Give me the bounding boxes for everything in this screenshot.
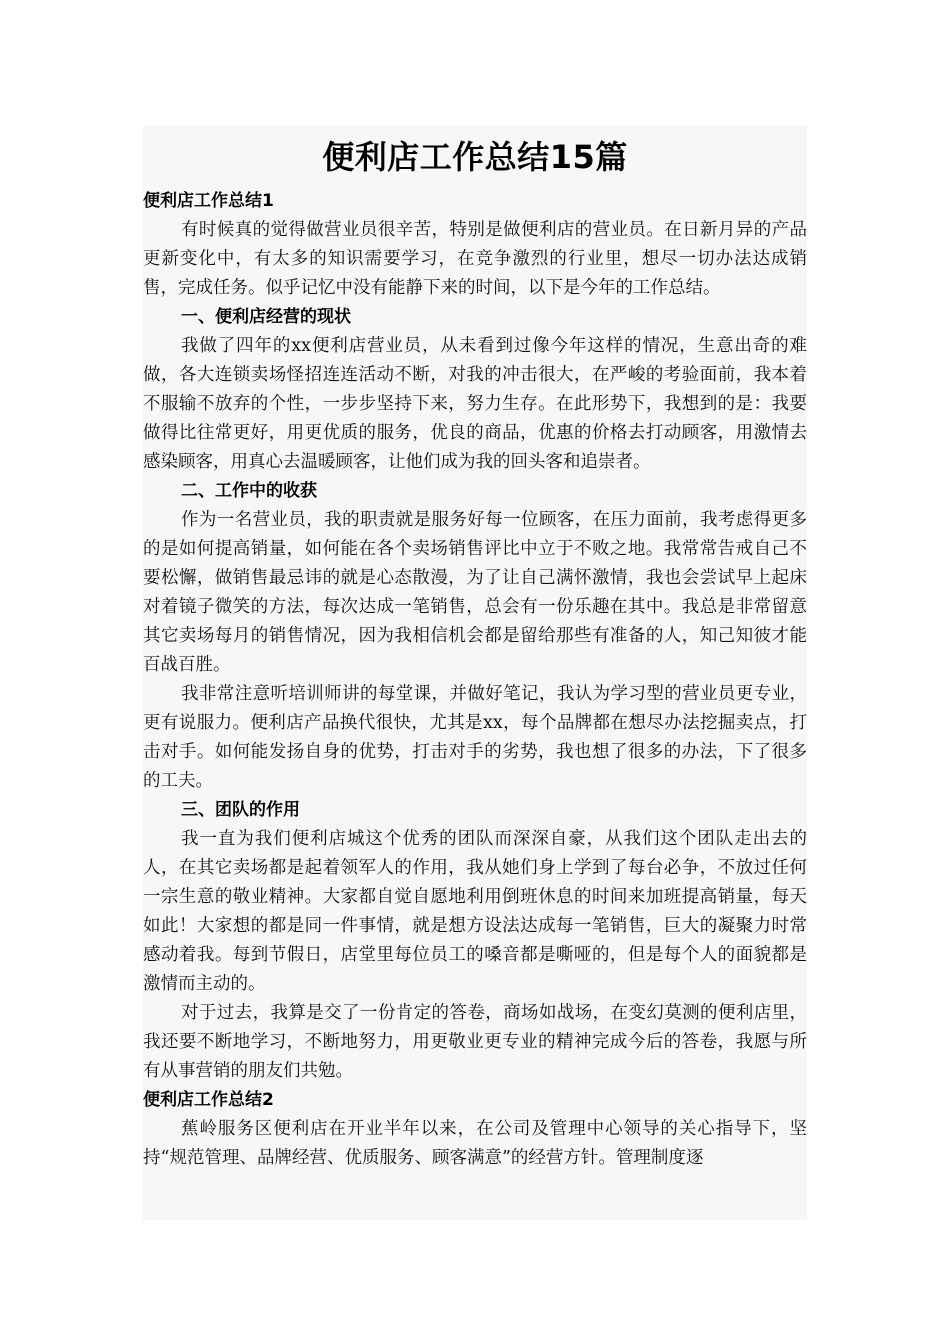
document-title: 便利店工作总结15篇 <box>322 138 628 176</box>
paragraph: 我一直为我们便利店城这个优秀的团队而深深自豪，从我们这个团队走出去的人，在其它卖场都是起着领军人的作用，我从她们身上学到了每台必争，不放过任何一宗生意的敬业精神。大家都自觉自愿地利用倒班休息的时间来加班提高销量，每天如此！大家想的都是同一件事情，就是想方设法达成每一笔销售，巨大的凝聚力时常感动着我。每到节假日，店堂里每位员工的嗓音都是嘶哑的，但是每个人的面貌都是激情而主动的。 <box>143 829 807 994</box>
subsection-heading: 一、便利店经营的现状 <box>181 307 351 327</box>
document-page <box>143 125 807 1220</box>
document-body <box>143 187 807 1173</box>
section-heading: 便利店工作总结1 <box>143 191 274 211</box>
subsection-heading: 三、团队的作用 <box>181 800 300 820</box>
section-heading: 便利店工作总结2 <box>143 1090 274 1110</box>
paragraph: 我做了四年的xx便利店营业员，从未看到过像今年这样的情况，生意出奇的难做，各大连锁卖场怪招连连活动不断，对我的冲击很大，在严峻的考验面前，我本着不服输不放弃的个性，一步步坚持下来，努力生存。在此形势下，我想到的是：我要做得比往常更好，用更优质的服务，优良的商品，优惠的价格去打动顾客，用激情去感染顾客，用真心去温暖顾客，让他们成为我的回头客和追崇者。 <box>143 336 807 472</box>
paragraph: 有时候真的觉得做营业员很辛苦，特别是做便利店的营业员。在日新月异的产品更新变化中，有太多的知识需要学习，在竞争激烈的行业里，想尽一切办法达成销售，完成任务。似乎记忆中没有能静下来的时间，以下是今年的工作总结。 <box>143 220 807 298</box>
paragraph: 对于过去，我算是交了一份肯定的答卷，商场如战场，在变幻莫测的便利店里，我还要不断地学习，不断地努力，用更敬业更专业的精神完成今后的答卷，我愿与所有从事营销的朋友们共勉。 <box>143 1003 807 1081</box>
subsection-heading: 二、工作中的收获 <box>181 481 317 501</box>
paragraph: 蕉岭服务区便利店在开业半年以来，在公司及管理中心领导的关心指导下，坚持“规范管理、品牌经营、优质服务、顾客满意”的经营方针。管理制度逐 <box>143 1119 807 1168</box>
paragraph: 作为一名营业员，我的职责就是服务好每一位顾客，在压力面前，我考虑得更多的是如何提高销量，如何能在各个卖场销售评比中立于不败之地。我常常告戒自己不要松懈，做销售最忌讳的就是心态散漫，为了让自己满怀激情，我也会尝试早上起床对着镜子微笑的方法，每次达成一笔销售，总会有一份乐趣在其中。我总是非常留意其它卖场每月的销售情况，因为我相信机会都是留给那些有准备的人，知己知彼才能百战百胜。 <box>143 510 807 675</box>
paragraph: 我非常注意听培训师讲的每堂课，并做好笔记，我认为学习型的营业员更专业，更有说服力。便利店产品换代很快，尤其是xx，每个品牌都在想尽办法挖掘卖点，打击对手。如何能发扬自身的优势，打击对手的劣势，我也想了很多的办法，下了很多的工夫。 <box>143 684 807 791</box>
